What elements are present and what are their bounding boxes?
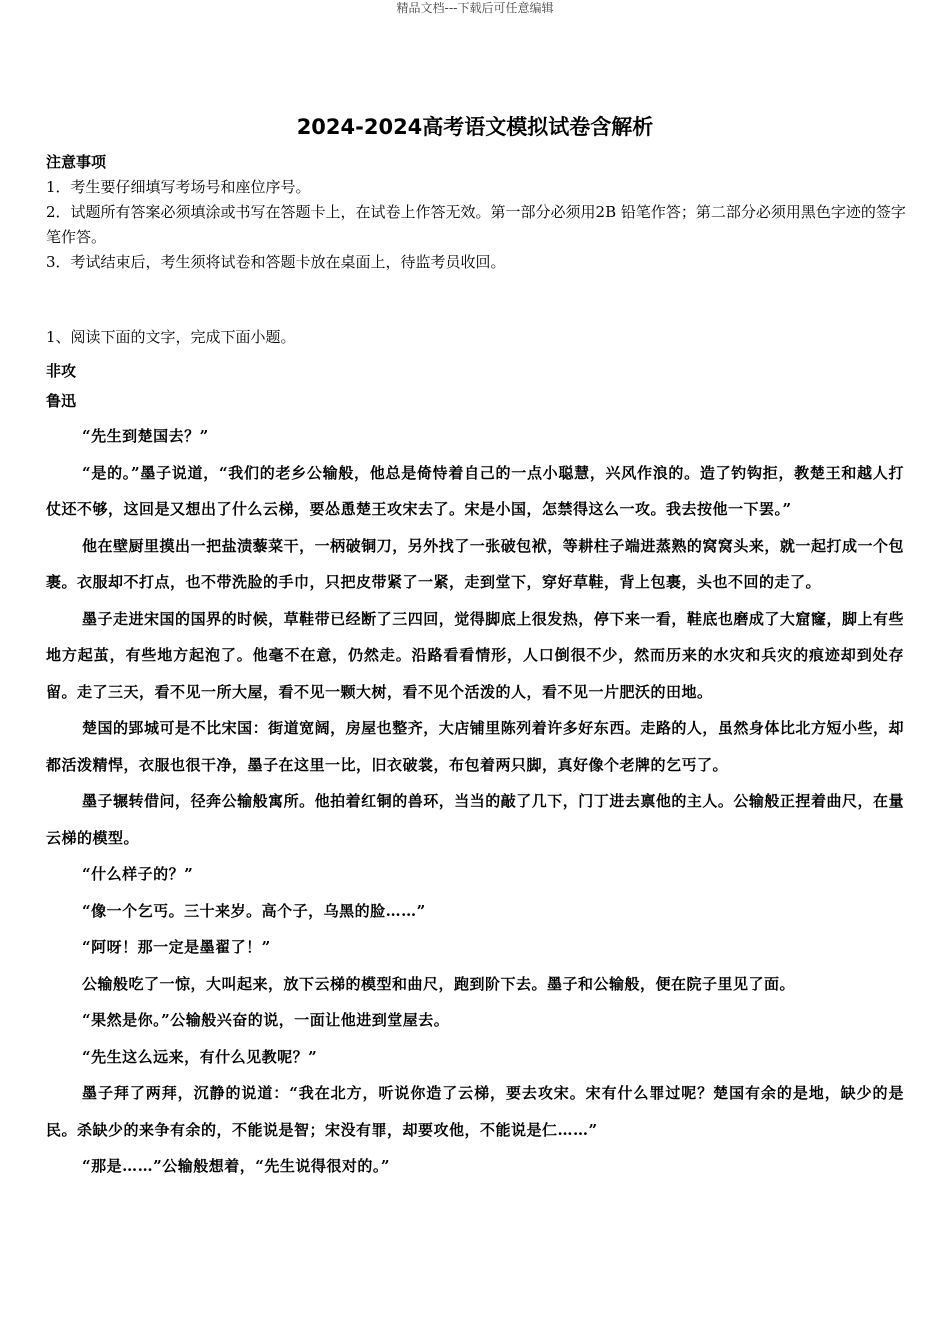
passage-paragraph: 他在壁厨里摸出一把盐渍藜菜干，一柄破铜刀，另外找了一张破包袱，等耕柱子端进蒸熟的窝窝头来，就一起打成一个包裹。衣服却不打点，也不带洗脸的手巾，只把皮带紧了一紧，走到堂下，穿好草鞋，背上包裹，头也不回的走了。 — [46, 536, 904, 591]
passage-paragraph: “先生到楚国去？” — [82, 427, 209, 445]
passage-paragraph: “像一个乞丐。三十来岁。高个子，乌黑的脸……” — [82, 901, 426, 920]
passage-paragraph: “阿呀！那一定是墨翟了！” — [82, 938, 271, 956]
passage-paragraph: “什么样子的？” — [82, 865, 194, 883]
passage — [46, 418, 904, 1185]
notice-item: 3．考试结束后，考生须将试卷和答题卡放在桌面上，待监考员收回。 — [46, 253, 506, 271]
passage-paragraph: “是的。”墨子说道，“我们的老乡公输般，他总是倚恃着自己的一点小聪慧，兴风作浪的。造了钓钩拒，教楚王和越人打仗还不够，这回是又想出了什么云梯，要怂恿楚王攻宋去了。宋是小国，怎禁得这么一攻。我去按他一下罢。” — [46, 463, 904, 518]
passage-paragraph: 墨子走进宋国的国界的时候，草鞋带已经断了三四回，觉得脚底上很发热，停下来一看，鞋底也磨成了大窟窿，脚上有些地方起茧，有些地方起泡了。他毫不在意，仍然走。沿路看看情形，人口倒很不少，然而历来的水灾和兵灾的痕迹却到处存留。走了三天，看不见一所大屋，看不见一颗大树，看不见个活泼的人，看不见一片肥沃的田地。 — [46, 609, 904, 701]
passage-paragraph: “那是……”公输般想着，“先生说得很对的。” — [82, 1157, 391, 1175]
passage-paragraph: “先生这么远来，有什么见教呢？” — [82, 1047, 318, 1066]
passage-paragraph: 楚国的郢城可是不比宋国：街道宽阔，房屋也整齐，大店铺里陈列着许多好东西。走路的人，虽然身体比北方短小些，却都活泼精悍，衣服也很干净，墨子在这里一比，旧衣破裳，布包着两只脚，真好像个老牌的乞丐了。 — [46, 719, 904, 774]
passage-paragraph: “果然是你。”公输般兴奋的说，一面让他进到堂屋去。 — [82, 1011, 450, 1029]
passage-paragraph: 公输般吃了一惊，大叫起来，放下云梯的模型和曲尺，跑到阶下去。墨子和公输般，便在院子里见了面。 — [82, 974, 796, 993]
notice-item: 1．考生要仔细填写考场号和座位序号。 — [46, 178, 311, 196]
header-note: 精品文档---下载后可任意编辑 — [396, 1, 554, 15]
notice-section — [46, 150, 908, 275]
question-instruction: 1、阅读下面的文字，完成下面小题。 — [46, 328, 296, 346]
notice-heading: 注意事项 — [46, 153, 107, 171]
article-title: 非攻 — [46, 362, 77, 380]
article-author: 鲁迅 — [46, 392, 77, 410]
passage-paragraph: 墨子拜了两拜，沉静的说道：“我在北方，听说你造了云梯，要去攻宋。宋有什么罪过呢？楚国有余的是地，缺少的是民。杀缺少的来争有余的，不能说是智；宋没有罪，却要攻他，不能说是仁……” — [46, 1084, 904, 1139]
notice-item: 2．试题所有答案必须填涂或书写在答题卡上，在试卷上作答无效。第一部分必须用2B 铅笔作答；第二部分必须用黑色字迹的签字笔作答。 — [46, 203, 906, 246]
page-title: 2024-2024高考语文模拟试卷含解析 — [296, 115, 654, 139]
question-1 — [46, 322, 904, 1185]
passage-paragraph: 墨子辗转借问，径奔公输般寓所。他拍着红铜的兽环，当当的敲了几下，门丁进去禀他的主人。公输般正捏着曲尺，在量云梯的模型。 — [46, 792, 904, 847]
